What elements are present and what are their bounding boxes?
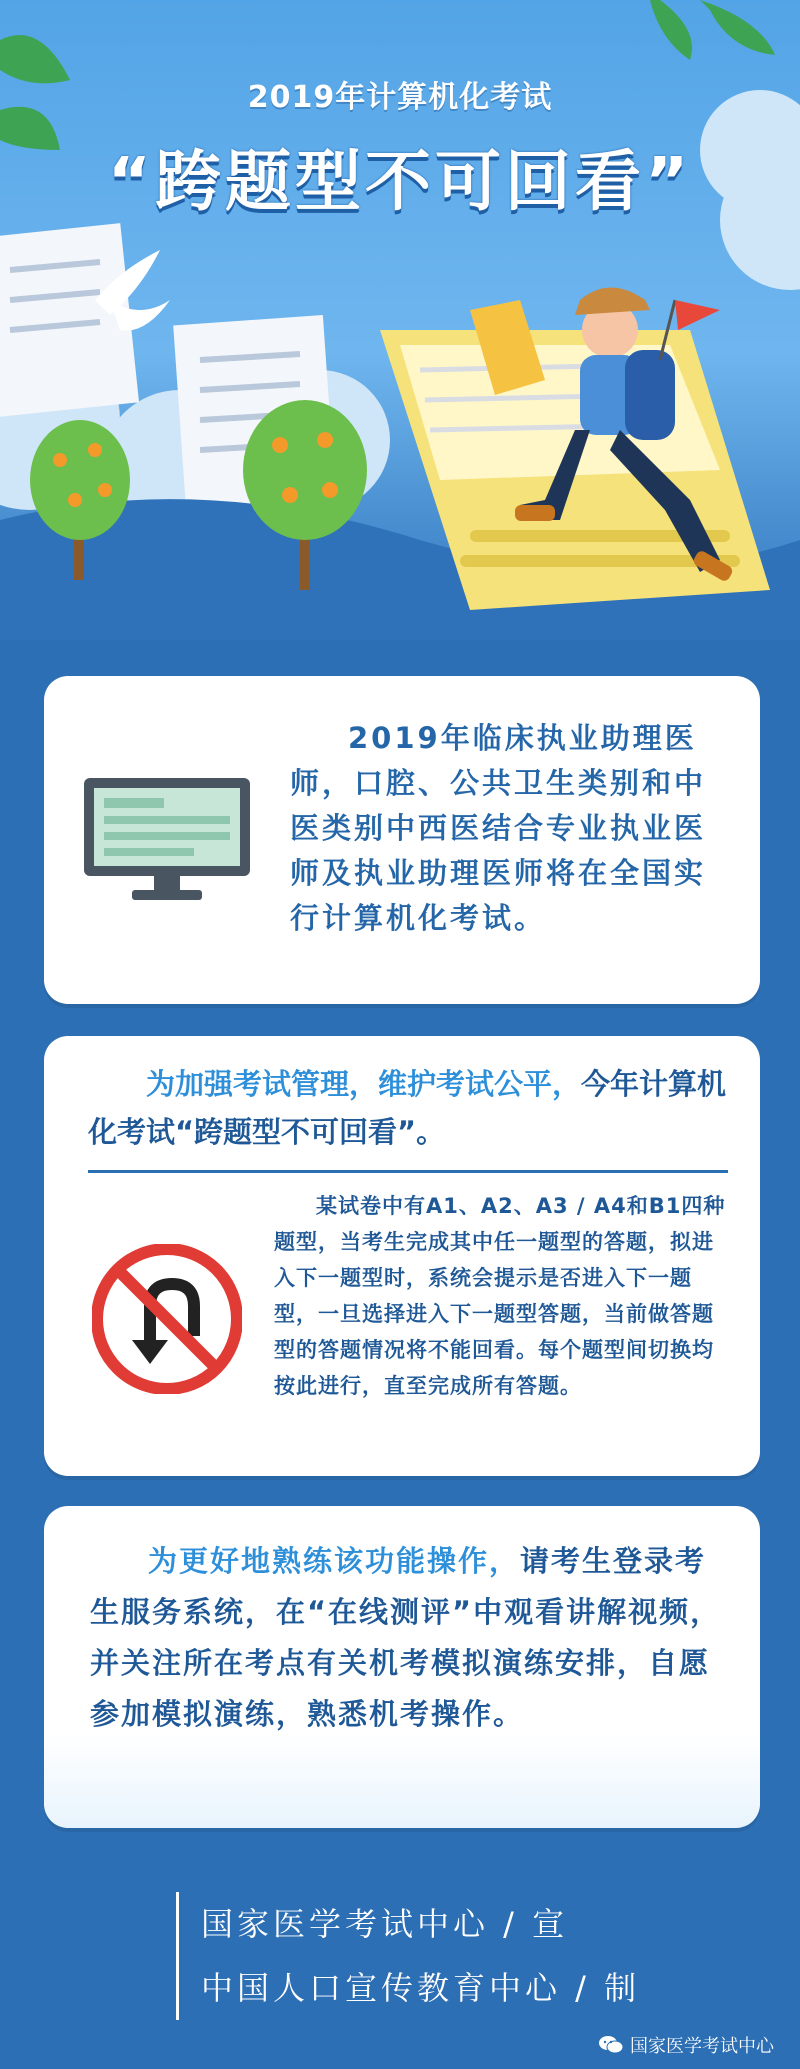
wechat-icon <box>598 2035 624 2055</box>
practice-guidance-text <box>90 1536 724 1740</box>
monitor-icon <box>82 776 252 906</box>
hero-title: “跨题型不可回看” <box>107 143 693 220</box>
info-card-2 <box>44 1036 760 1476</box>
card2-lead-highlight: 为加强考试管理，维护考试公平， <box>146 1067 582 1101</box>
exam-announcement-text: 2019年临床执业助理医师，口腔、公共卫生类别和中医类别中西医结合专业执业医师及执业助理医师将在全国实行计算机化考试。 <box>290 721 707 935</box>
credits <box>176 1892 640 2020</box>
info-card-1 <box>44 676 760 1004</box>
credit-line-1: 国家医学考试中心 / 宣 <box>201 1905 569 1943</box>
hero-banner <box>0 0 800 640</box>
card3-rest: 请考生登录考生服务系统，在“在线测评”中观看讲解视频，并关注所在考点有关机考模拟演练安排，自愿参加模拟演练，熟悉机考操作。 <box>90 1544 722 1731</box>
info-card-3 <box>44 1506 760 1828</box>
watermark-text: 国家医学考试中心 <box>630 2036 774 2057</box>
credit-line-2: 中国人口宣传教育中心 / 制 <box>201 1969 641 2007</box>
watermark <box>598 2032 774 2058</box>
no-u-turn-icon <box>92 1244 242 1394</box>
card2-lead <box>88 1060 728 1156</box>
divider <box>88 1170 728 1173</box>
rule-description: 某试卷中有A1、A2、A3 / A4和B1四种题型，当考生完成其中任一题型的答题，拟进入下一题型时，系统会提示是否进入下一题型，一旦选择进入下一题型答题，当前做答题型的答题情况将不能回看。每个题型间切换均按此进行，直至完成所有答题。 <box>274 1194 726 1398</box>
card2-lead-rest: 今年计算机化考试“跨题型不可回看”。 <box>88 1067 727 1149</box>
card3-highlight: 为更好地熟练该功能操作， <box>148 1544 521 1578</box>
hero-subtitle: 2019年计算机化考试 <box>247 80 553 115</box>
